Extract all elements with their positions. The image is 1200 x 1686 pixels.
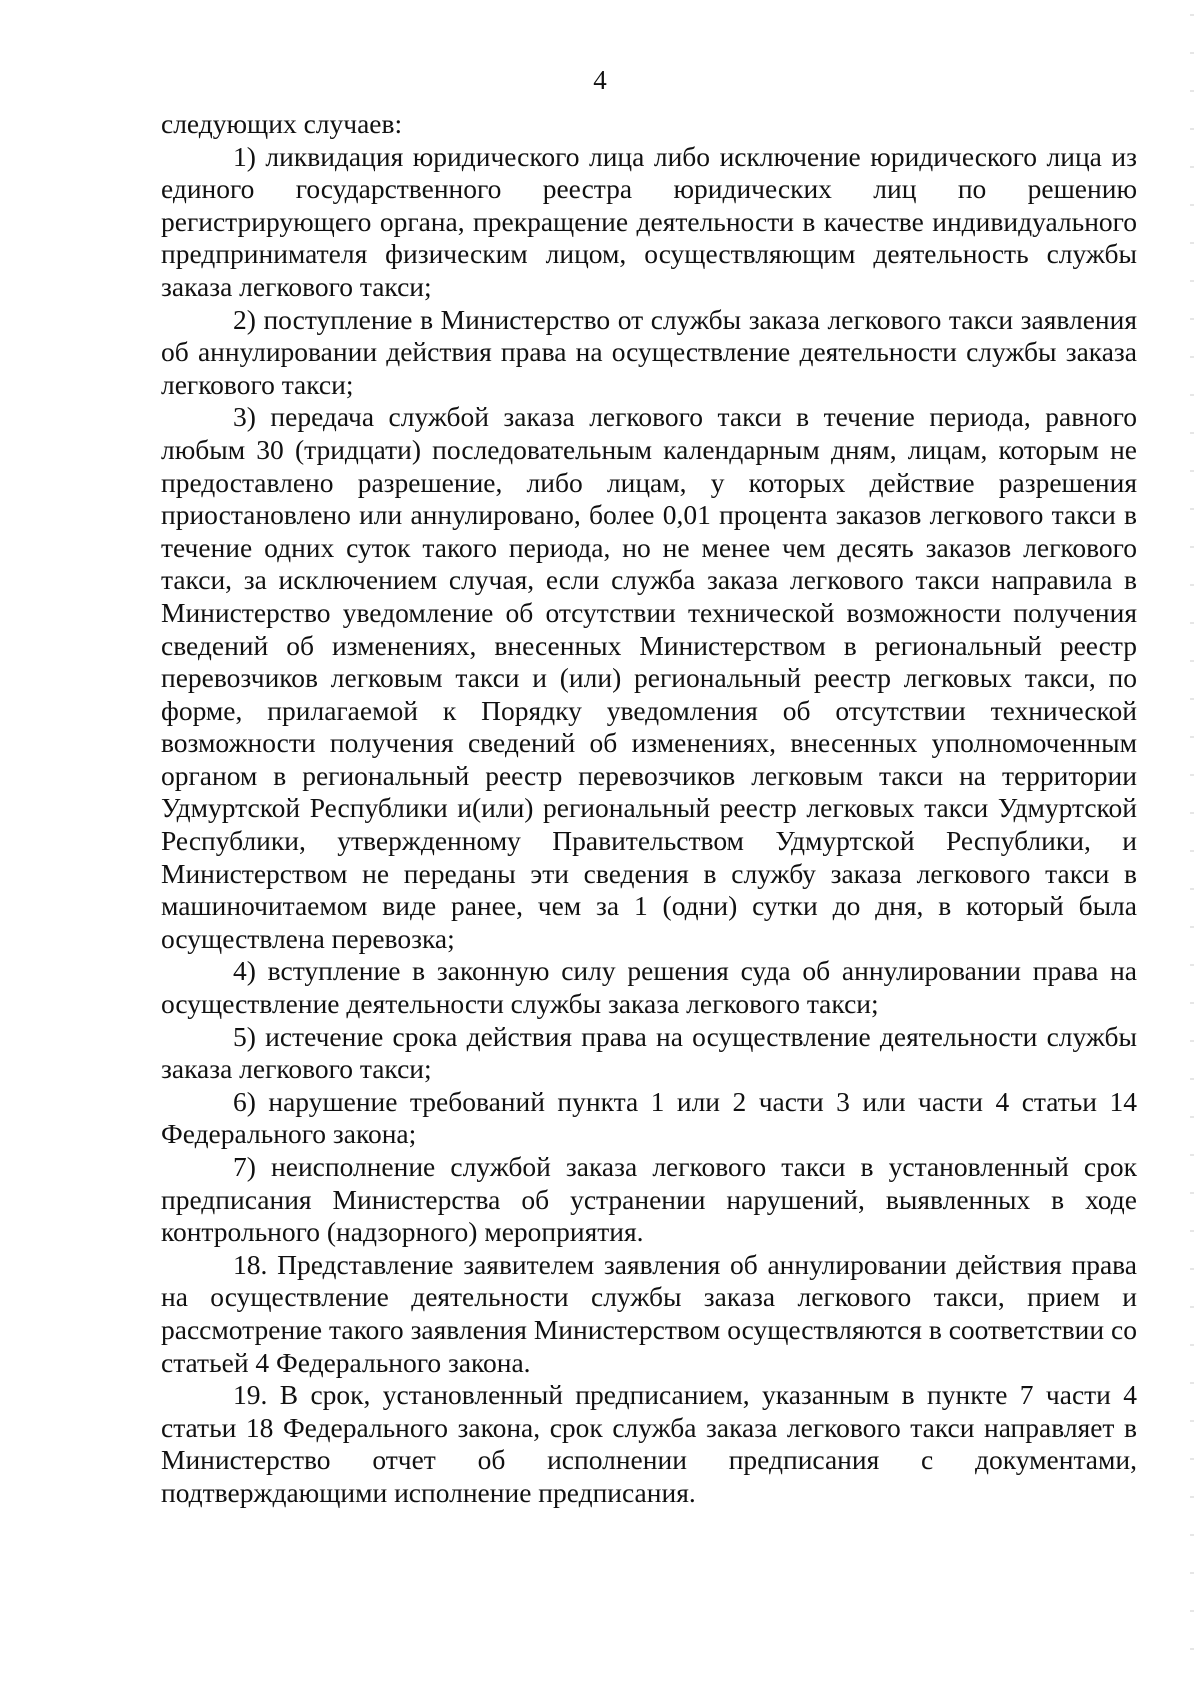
intro-line: следующих случаев: (161, 108, 403, 139)
scan-edge (1190, 0, 1194, 1686)
list-item-3: 3) передача службой заказа легкового такси в течение периода, равного любым 30 (тридцати) последовательным календарным дням, лицам, которым не предоставлено разрешение, либо лицам, у которых действие разрешения приостановлено или аннулировано, более 0,01 процента заказов легкового такси в течение одних суток такого периода, но не менее чем десять заказов легкового такси, за исключением случая, если служба заказа легкового такси направила в Министерство уведомление об отсутствии технической возможности получения сведений об изменениях, внесенных Министерством в региональный реестр перевозчиков легковым такси и (или) региональный реестр легковых такси, по форме, прилагаемой к Порядку уведомления об отсутствии технической возможности получения сведений об изменениях, внесенных уполномоченным органом в региональный реестр перевозчиков легковым такси на территории Удмуртской Республики и(или) региональный реестр легковых такси Удмуртской Республики, утвержденному Правительством Удмуртской Республики, и Министерством не переданы эти сведения в службу заказа легкового такси в машиночитаемом виде ранее, чем за 1 (одни) сутки до дня, в который была осуществлена перевозка; (161, 401, 1137, 954)
list-item-2: 2) поступление в Министерство от службы заказа легкового такси заявления об аннулировании действия права на осуществление деятельности службы заказа легкового такси; (161, 303, 1137, 400)
page-number: 4 (593, 65, 607, 95)
list-item-7: 7) неисполнение службой заказа легкового такси в установленный срок предписания Министерства об устранении нарушений, выявленных в ходе контрольного (надзорного) мероприятия. (161, 1151, 1137, 1248)
list-item-1: 1) ликвидация юридического лица либо исключение юридического лица из единого государственного реестра юридических лиц по решению регистрирующего органа, прекращение деятельности в качестве индивидуального предпринимателя физическим лицом, осуществляющим деятельность службы заказа легкового такси; (161, 140, 1137, 302)
list-item-5: 5) истечение срока действия права на осуществление деятельности службы заказа легкового такси; (161, 1020, 1137, 1085)
list-item-6: 6) нарушение требований пункта 1 или 2 части 3 или части 4 статьи 14 Федерального закона; (161, 1085, 1137, 1150)
paragraph-19: 19. В срок, установленный предписанием, указанным в пункте 7 части 4 статьи 18 Федерального закона, срок служба заказа легкового такси направляет в Министерство отчет об исполнении предписания с документами, подтверждающими исполнение предписания. (161, 1379, 1137, 1508)
document-body (161, 108, 1137, 1510)
list-item-4: 4) вступление в законную силу решения суда об аннулировании права на осуществление деятельности службы заказа легкового такси; (161, 955, 1137, 1020)
paragraph-18: 18. Представление заявителем заявления об аннулировании действия права на осуществление деятельности службы заказа легкового такси, прием и рассмотрение такого заявления Министерством осуществляются в соответствии со статьей 4 Федерального закона. (161, 1248, 1137, 1378)
